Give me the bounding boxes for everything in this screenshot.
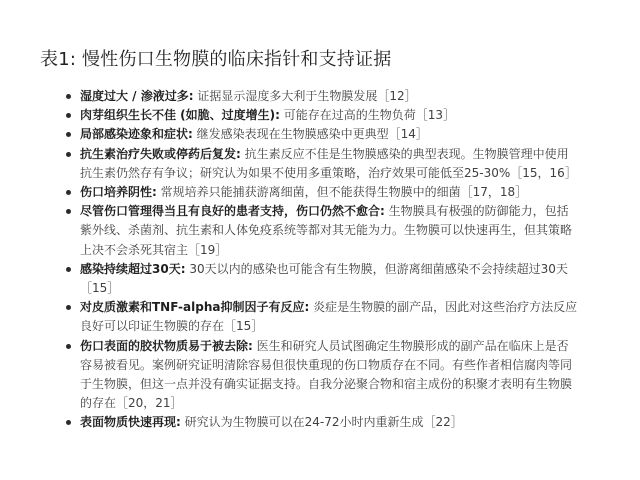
- bullet-icon: [66, 190, 71, 195]
- bullet-icon: [66, 132, 71, 137]
- item-term: 抗生素治疗失败或停药后复发:: [80, 146, 241, 161]
- item-term: 湿度过大 / 渗液过多:: [80, 89, 194, 103]
- bullet-icon: [66, 209, 71, 214]
- item-description: 抗生素反应不佳是生物膜感染的典型表现。生物膜管理中使用抗生素仍然存有争议；研究认为如果不使用多重策略，治疗效果可能低至25-30%［15，16］: [80, 146, 577, 180]
- list-item: [66, 260, 578, 298]
- item-term: 尽管伤口管理得当且有良好的患者支持，伤口仍然不愈合:: [80, 204, 385, 219]
- list-item: [66, 183, 578, 202]
- table-title: 表1: 慢性伤口生物膜的临床指针和支持证据: [40, 49, 392, 70]
- bullet-icon: [66, 94, 71, 99]
- item-description: 常规培养只能捕获游离细菌，但不能获得生物膜中的细菌［17，18］: [160, 185, 528, 200]
- bullet-icon: [66, 420, 71, 425]
- bullet-icon: [66, 113, 71, 118]
- evidence-list: [66, 87, 578, 433]
- bullet-icon: [66, 152, 71, 157]
- list-item: [66, 413, 578, 432]
- bullet-icon: [66, 305, 71, 310]
- item-term: 表面物质快速再现:: [80, 415, 181, 430]
- bullet-icon: [66, 344, 71, 349]
- item-description: 30天以内的感染也可能含有生物膜，但游离细菌感染不会持续超过30天［15］: [80, 261, 568, 296]
- list-item: [66, 337, 578, 414]
- item-description: 证据显示湿度多大利于生物膜发展［12］: [197, 89, 417, 103]
- list-item: [66, 145, 578, 183]
- item-term: 对皮质激素和TNF-alpha抑制因子有反应:: [80, 300, 310, 315]
- item-description: 医生和研究人员试图确定生物膜形成的副产品在临床上是否容易被看见。案例研究证明清除容易但很快重现的伤口物质存在不同。有些作者相信腐肉等同于生物膜，但这一点并没有确实证据支持。自我分泌聚合物和宿主成份的积聚才表明有生物膜的存在［20，21］: [80, 338, 573, 411]
- list-item: [66, 106, 578, 125]
- item-term: 肉芽组织生长不佳 (如脆、过度增生):: [80, 108, 280, 123]
- item-description: 研究认为生物膜可以在24-72小时内重新生成［22］: [184, 415, 463, 430]
- item-description: 可能存在过高的生物负荷［13］: [283, 108, 456, 123]
- item-description: 生物膜具有极强的防御能力，包括紫外线、杀菌剂、抗生素和人体免疫系统等都对其无能为力。生物膜可以快速再生，但其策略上决不会杀死其宿主［19］: [80, 204, 573, 257]
- item-term: 感染持续超过30天:: [80, 261, 186, 276]
- item-description: 炎症是生物膜的副产品，因此对这些治疗方法反应良好可以印证生物膜的存在［15］: [80, 300, 578, 334]
- list-item: [66, 298, 578, 336]
- list-item: [66, 202, 578, 260]
- item-term: 伤口培养阴性:: [80, 185, 157, 200]
- item-description: 继发感染表现在生物膜感染中更典型［14］: [196, 127, 428, 142]
- bullet-icon: [66, 267, 71, 272]
- list-item: [66, 125, 578, 144]
- item-term: 局部感染迹象和症状:: [80, 127, 193, 142]
- list-item: [66, 87, 578, 106]
- item-term: 伤口表面的胶状物质易于被去除:: [80, 338, 253, 353]
